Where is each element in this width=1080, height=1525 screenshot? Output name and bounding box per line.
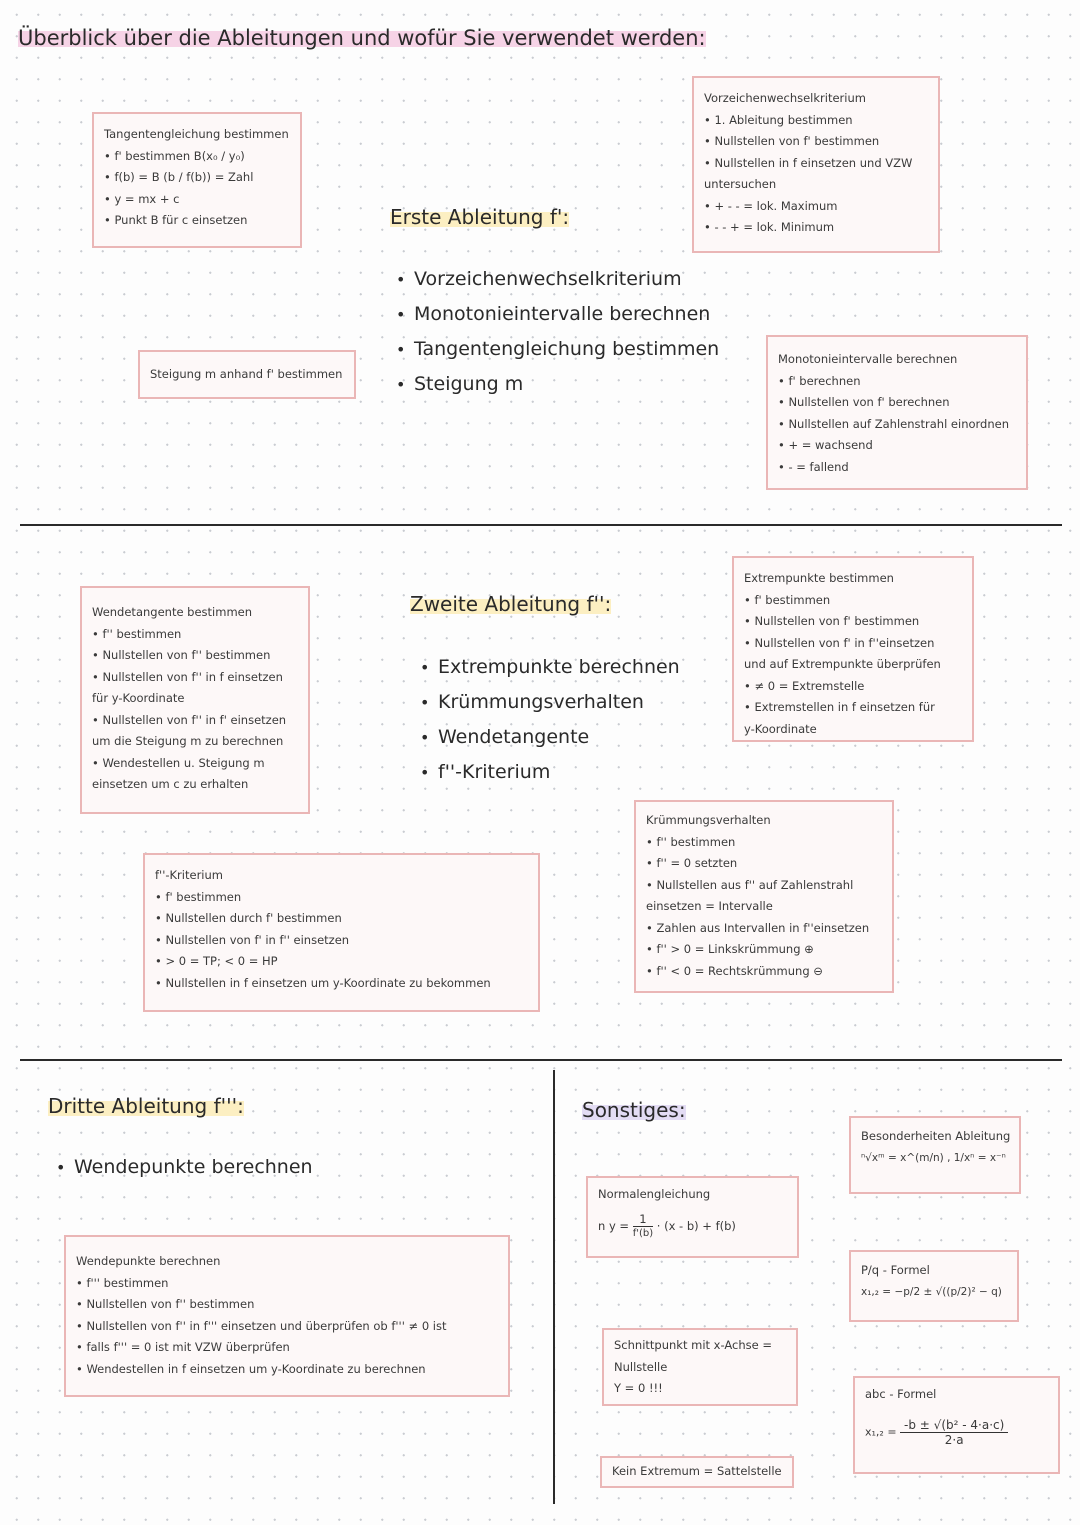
list-item: • Krümmungsverhalten bbox=[420, 685, 680, 720]
box-title: f''-Kriterium bbox=[155, 868, 223, 882]
abc-formula-box bbox=[853, 1376, 1060, 1474]
sign-change-box: Vorzeichenwechselkriterium • 1. Ableitung bestimmen • Nullstellen von f' bestimmen • Nullstellen in f einsetzen und VZW untersuchen • + - - = lok. Maximum • - - + = lok. Minimum bbox=[692, 76, 940, 253]
box-title: Krümmungsverhalten bbox=[646, 813, 771, 827]
section2-heading: Zweite Ableitung f'': bbox=[410, 592, 612, 616]
section1-bullets bbox=[396, 262, 719, 402]
list-item: • Wendetangente bbox=[420, 720, 680, 755]
vertical-divider bbox=[553, 1070, 555, 1504]
f2-criterion-box: f''-Kriterium • f' bestimmen • Nullstellen durch f' bestimmen • Nullstellen von f' in f'' einsetzen • > 0 = TP; < 0 = HP • Nullstellen in f einsetzen um y-Koordinate zu bekommen bbox=[143, 853, 540, 1012]
box-title: abc - Formel bbox=[865, 1387, 937, 1401]
divider bbox=[20, 1059, 1062, 1061]
special-derivatives-box: Besonderheiten Ableitung ⁿ√xᵐ = x^(m/n) , 1/xⁿ = x⁻ⁿ bbox=[849, 1116, 1021, 1194]
wendetangente-box: Wendetangente bestimmen • f'' bestimmen • Nullstellen von f'' bestimmen • Nullstellen von f'' in f einsetzen für y-Koordinate • Nullstellen von f'' in f' einsetzen um die Steigung m zu berechnen • Wendestellen u. Steigung m einsetzen um c zu erhalten bbox=[80, 586, 310, 814]
inflection-points-box: Wendepunkte berechnen • f''' bestimmen • Nullstellen von f'' bestimmen • Nullstellen von f'' in f''' einsetzen und überprüfen ob f''' ≠ 0 ist • falls f''' = 0 ist mit VZW überprüfen • Wendestellen in f einsetzen um y-Koordinate zu berechnen bbox=[64, 1235, 510, 1397]
list-item: • Tangentengleichung bestimmen bbox=[396, 332, 719, 367]
pq-formula-box: P/q - Formel x₁,₂ = −p/2 ± √((p/2)² − q) bbox=[849, 1250, 1019, 1322]
box-title: Besonderheiten Ableitung bbox=[861, 1129, 1011, 1143]
slope-box: Steigung m anhand f' bestimmen bbox=[138, 350, 356, 399]
list-item: • Monotonieintervalle berechnen bbox=[396, 297, 719, 332]
monotony-box: Monotonieintervalle berechnen • f' berechnen • Nullstellen von f' berechnen • Nullstellen auf Zahlenstrahl einordnen • + = wachsend • - = fallend bbox=[766, 335, 1028, 490]
section1-heading: Erste Ableitung f': bbox=[390, 205, 570, 229]
x-axis-intersection-box: Schnittpunkt mit x-Achse = Nullstelle Y = 0 !!! bbox=[602, 1328, 798, 1406]
tangent-equation-box: Tangentengleichung bestimmen • f' bestimmen B(x₀ / y₀) • f(b) = B (b / f(b)) = Zahl • y = mx + c • Punkt B für c einsetzen bbox=[92, 112, 302, 248]
list-item: • Wendepunkte berechnen bbox=[56, 1150, 313, 1185]
list-item: • Extrempunkte berechnen bbox=[420, 650, 680, 685]
list-item: • f''-Kriterium bbox=[420, 755, 680, 790]
box-title: Normalengleichung bbox=[598, 1187, 711, 1201]
box-title: P/q - Formel bbox=[861, 1263, 930, 1277]
list-item: • Vorzeichenwechselkriterium bbox=[396, 262, 719, 297]
section3-bullets bbox=[56, 1150, 313, 1185]
box-title: Vorzeichenwechselkriterium bbox=[704, 91, 866, 105]
section2-bullets bbox=[420, 650, 680, 790]
section3-heading: Dritte Ableitung f''': bbox=[48, 1094, 244, 1118]
normal-formula: n y = $\frac{1}{f'(b)}$ · (x - b) + f(b) bbox=[598, 1211, 736, 1239]
box-title: Monotonieintervalle berechnen bbox=[778, 352, 958, 366]
list-item: • Steigung m bbox=[396, 367, 719, 402]
box-title: Extrempunkte bestimmen bbox=[744, 571, 894, 585]
box-title: Wendetangente bestimmen bbox=[92, 605, 253, 619]
box-title: Wendepunkte berechnen bbox=[76, 1254, 221, 1268]
curvature-box: Krümmungsverhalten • f'' bestimmen • f'' = 0 setzten • Nullstellen aus f'' auf Zahlenstrahl einsetzen = Intervalle • Zahlen aus Intervallen in f''einsetzen • f'' > 0 = Linkskrümmung ⊕ • f'' < 0 = Rechtskrümmung ⊖ bbox=[634, 800, 894, 993]
box-title: Tangentengleichung bestimmen bbox=[104, 127, 289, 141]
section4-heading: Sonstiges: bbox=[582, 1098, 686, 1122]
normal-equation-box bbox=[586, 1176, 799, 1258]
extrema-box: Extrempunkte bestimmen • f' bestimmen • Nullstellen von f' bestimmen • Nullstellen von f' in f''einsetzen und auf Extrempunkte überprüfen • ≠ 0 = Extremstelle • Extremstellen in f einsetzen für y-Koordinate bbox=[732, 556, 974, 742]
abc-formula: x₁,₂ = $\frac{\text{-b ± √(b² - 4·a·c)}}{2\cdot a}$ bbox=[865, 1418, 1048, 1447]
divider bbox=[20, 524, 1062, 526]
saddle-point-box: Kein Extremum = Sattelstelle bbox=[600, 1456, 794, 1488]
page-title: Überblick über die Ableitungen und wofür Sie verwendet werden: bbox=[18, 26, 706, 50]
